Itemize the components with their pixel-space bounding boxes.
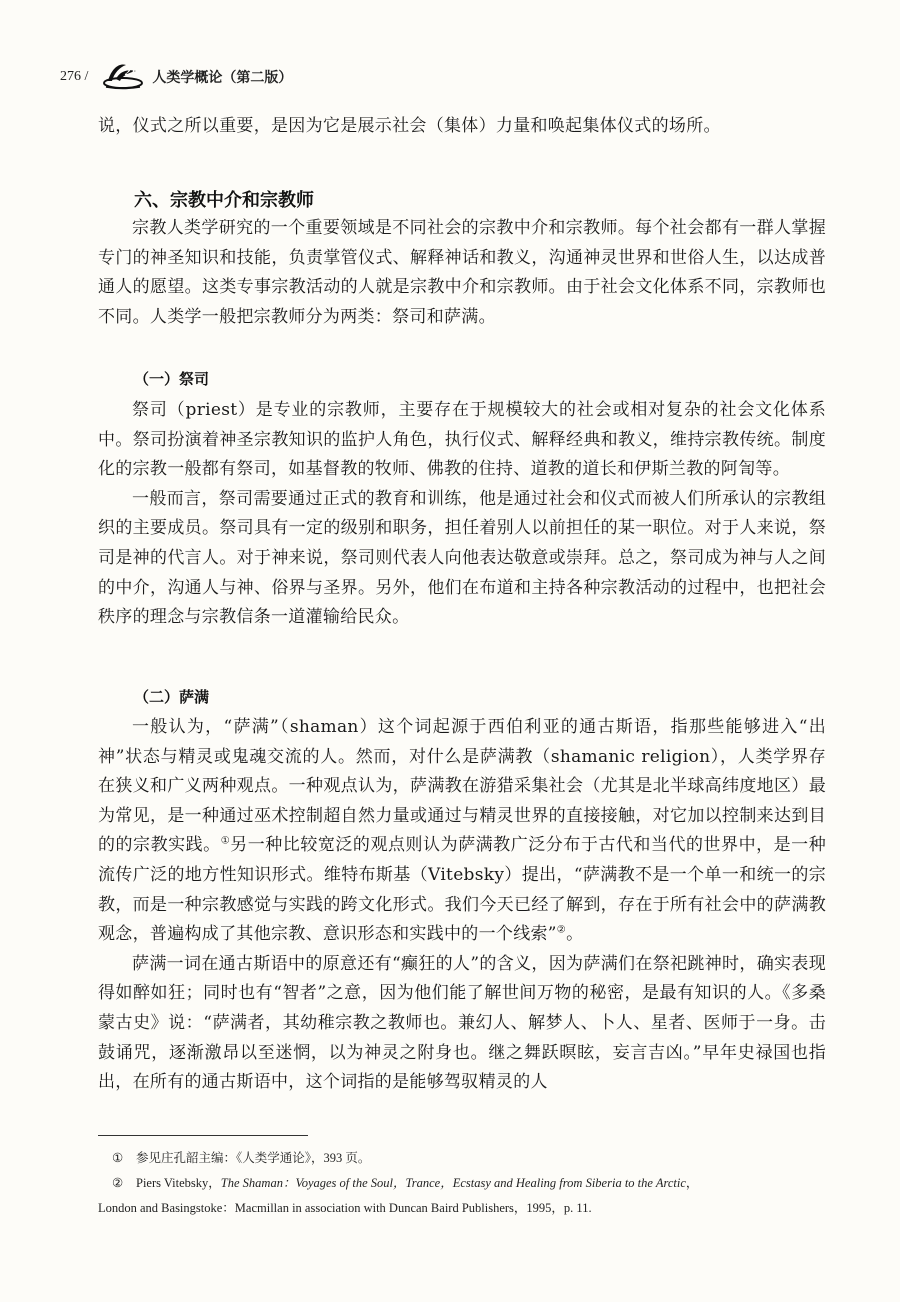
- footnote-2-marker: ②: [112, 1176, 124, 1190]
- footnote-2-continuation: London and Basingstoke：Macmillan in association with Duncan Baird Publishers，1995，p. 11.: [98, 1201, 592, 1215]
- footnote-1: [98, 1146, 826, 1171]
- section-paragraph: 宗教人类学研究的一个重要领域是不同社会的宗教中介和宗教师。每个社会都有一群人掌握专门的神圣知识和技能，负责掌管仪式、解释神话和教义，沟通神灵世界和世俗人生，以达成普通人的愿望。这类专事宗教活动的人就是宗教中介和宗教师。由于社会文化体系不同，宗教师也不同。人类学一般把宗教师分为两类：祭司和萨满。: [98, 218, 826, 327]
- shaman-paragraph-1-part-b: 另一种比较宽泛的观点则认为萨满教广泛分布于古代和当代的世界中，是一种流传广泛的地方性知识形式。维特布斯基（Vitebsky）提出，“萨满教不是一个单一和统一的宗教，而是一种宗教感觉与实践的跨文化形式。我们今天已经了解到，存在于所有社会中的萨满教观念，普遍构成了其他宗教、意识形态和实践中的一个线索”: [98, 835, 827, 945]
- shaman-heading: （二）萨满: [134, 688, 210, 706]
- shaman-paragraph-1-part-a: 一般认为，“萨满”（shaman）这个词起源于西伯利亚的通古斯语，指那些能够进入“出神”状态与精灵或鬼魂交流的人。然而，对什么是萨满教（shamanic religion），人类学界存在狭义和广义两种观点。一种观点认为，萨满教在游猎采集社会（尤其是北半球高纬度地区）最为常见，是一种通过巫术控制超自然力量或通过与精灵世界的直接接触，对它加以控制来达到目的的宗教实践。: [98, 717, 826, 856]
- footnote-2-title: The Shaman：Voyages of the Soul，Trance，Ecstasy and Healing from Siberia to the Arctic: [220, 1176, 686, 1190]
- priest-paragraph-2: 一般而言，祭司需要通过正式的教育和训练，他是通过社会和仪式而被人们所承认的宗教组织的主要成员。祭司具有一定的级别和职务，担任着别人以前担任的某一职位。对于人来说，祭司是神的代言人。对于神来说，祭司则代表人向他表达敬意或崇拜。总之，祭司成为神与人之间的中介，沟通人与神、俗界与圣界。另外，他们在布道和主持各种宗教活动的过程中，也把社会秩序的理念与宗教信条一道灌输给民众。: [98, 488, 826, 628]
- footnote-ref-1[interactable]: ①: [220, 835, 231, 847]
- running-header: [60, 58, 292, 92]
- priest-body: [98, 396, 826, 633]
- section-body: [98, 214, 826, 332]
- publisher-logo-icon: [102, 59, 144, 91]
- footnote-2-separator: ，: [685, 1176, 699, 1190]
- footnote-2-author: Piers Vitebsky，: [136, 1176, 221, 1190]
- shaman-paragraph-2: 萨满一词在通古斯语中的原意还有“癫狂的人”的含义，因为萨满们在祭祀跳神时，确实表现得如醉如狂；同时也有“智者”之意，因为他们能了解世间万物的秘密，是最有知识的人。《多桑蒙古史》说：“萨满者，其幼稚宗教之教师也。兼幻人、解梦人、卜人、星者、医师于一身。击鼓诵咒，逐渐激昂以至迷惘，以为神灵之附身也。继之舞跃暝眩，妄言吉凶。”早年史禄国也指出，在所有的通古斯语中，这个词指的是能够驾驭精灵的人: [98, 953, 826, 1093]
- priest-paragraph-1: 祭司（priest）是专业的宗教师，主要存在于规模较大的社会或相对复杂的社会文化体系中。祭司扮演着神圣宗教知识的监护人角色，执行仪式、解释经典和教义，维持宗教传统。制度化的宗教一般都有祭司，如基督教的牧师、佛教的住持、道教的道长和伊斯兰教的阿訇等。: [98, 400, 826, 480]
- footnote-ref-2[interactable]: ②: [556, 924, 567, 936]
- priest-heading: （一）祭司: [134, 370, 210, 388]
- intro-line: 说，仪式之所以重要，是因为它是展示社会（集体）力量和唤起集体仪式的场所。: [98, 116, 721, 136]
- intro-continuation: [98, 112, 826, 142]
- book-title: 人类学概论（第二版）: [152, 70, 293, 86]
- shaman-body: [98, 713, 826, 1098]
- footnote-2: [98, 1171, 826, 1196]
- footnote-divider: [98, 1135, 308, 1136]
- footnote-1-text: 参见庄孔韶主编：《人类学通论》，393 页。: [136, 1151, 371, 1165]
- footnotes: [98, 1146, 826, 1221]
- page-number: 276 /: [60, 69, 89, 84]
- section-heading: 六、宗教中介和宗教师: [134, 190, 314, 211]
- shaman-paragraph-1: [98, 713, 826, 950]
- footnote-1-marker: ①: [112, 1151, 124, 1165]
- shaman-paragraph-1-part-c: 。: [566, 924, 584, 945]
- svg-text:21: 21: [125, 66, 137, 78]
